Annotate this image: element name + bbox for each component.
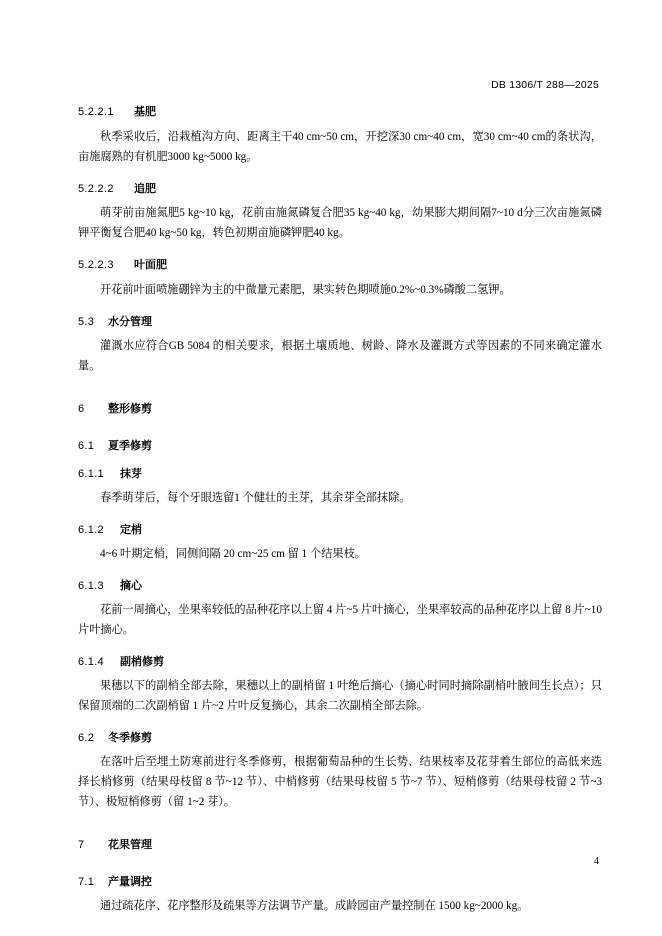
paragraph-yield-control: 通过疏花序、花序整形及疏果等方法调节产量。成龄园亩产量控制在 1500 kg~2000 kg。: [100, 900, 529, 912]
section-number: 7.1: [78, 876, 95, 888]
document-body: [78, 103, 602, 916]
heading-6-1: [78, 437, 602, 453]
section-number: 6.2: [78, 732, 95, 744]
paragraph-foliar-fertilizer: 开花前叶面喷施硼锌为主的中微量元素肥，果实转色期喷施0.2%~0.3%磷酸二氢钾。: [100, 284, 511, 296]
heading-6: [78, 400, 602, 416]
heading-7: [78, 836, 602, 852]
section-title: 副梢修剪: [120, 656, 164, 668]
document-code: DB 1306/T 288—2025: [491, 79, 599, 91]
paragraph-bud-removal: 春季萌芽后，每个牙眼选留1 个健壮的主芽，其余芽全部抹除。: [100, 492, 411, 504]
section-title: 花果管理: [108, 839, 152, 851]
section-title: 抹芽: [120, 468, 142, 480]
section-number: 5.2.2.1: [78, 106, 114, 118]
section-number: 6.1.4: [78, 656, 104, 668]
section-title: 叶面肥: [134, 259, 167, 271]
section-title: 摘心: [120, 580, 142, 592]
section-number: 7: [78, 839, 85, 851]
section-title: 产量调控: [108, 876, 152, 888]
section-number: 6.1.2: [78, 524, 104, 536]
heading-6-2: [78, 729, 602, 745]
section-number: 5.3: [78, 316, 95, 328]
section-title: 定梢: [120, 524, 142, 536]
paragraph-water-management: 灌溉水应符合GB 5084 的相关要求，根据土壤质地、树龄、降水及灌溉方式等因素的不同来确定灌水量。: [78, 340, 602, 372]
page-number: 4: [594, 856, 599, 867]
heading-5-2-2-2: [78, 180, 602, 196]
heading-6-1-1: [78, 465, 602, 481]
heading-7-1: [78, 873, 602, 889]
section-number: 6: [78, 403, 85, 415]
paragraph-top-dressing: 萌芽前亩施氮肥5 kg~10 kg，花前亩施氮磷复合肥35 kg~40 kg，幼果膨大期间隔7~10 d分三次亩施氮磷钾平衡复合肥40 kg~50 kg，转色初期亩施磷钾肥40 kg。: [78, 207, 602, 239]
heading-6-1-3: [78, 577, 602, 593]
heading-5-2-2-3: [78, 256, 602, 272]
heading-5-2-2-1: [78, 103, 602, 119]
section-title: 夏季修剪: [108, 440, 152, 452]
paragraph-topping: 花前一周摘心，坐果率较低的品种花序以上留 4 片~5 片叶摘心，坐果率较高的品种花序以上留 8 片~10 片叶摘心。: [78, 604, 602, 636]
section-number: 6.1.1: [78, 468, 104, 480]
section-title: 冬季修剪: [108, 732, 152, 744]
paragraph-winter-pruning: 在落叶后至埋土防寒前进行冬季修剪，根据葡萄品种的生长势、结果枝率及花芽着生部位的高低来选择长梢修剪（结果母枝留 8 节~12 节）、中梢修剪（结果母枝留 5 节~7 节）、短梢修剪（结果母枝留 2 节~3 节）、极短梢修剪（留 1~2 芽）。: [78, 756, 602, 808]
paragraph-base-fertilizer: 秋季采收后，沿栽植沟方向、距离主干40 cm~50 cm，开挖深30 cm~40 cm，宽30 cm~40 cm的条状沟，亩施腐熟的有机肥3000 kg~5000 kg。: [78, 131, 602, 163]
section-number: 6.1.3: [78, 580, 104, 592]
paragraph-shoot-fixing: 4~6 叶期定梢，同侧间隔 20 cm~25 cm 留 1 个结果枝。: [100, 548, 366, 560]
section-title: 基肥: [134, 106, 156, 118]
section-title: 追肥: [134, 183, 156, 195]
heading-6-1-2: [78, 521, 602, 537]
heading-6-1-4: [78, 653, 602, 669]
section-number: 5.2.2.2: [78, 183, 114, 195]
section-number: 5.2.2.3: [78, 259, 114, 271]
section-number: 6.1: [78, 440, 95, 452]
paragraph-lateral-pruning: 果穗以下的副梢全部去除，果穗以上的副梢留 1 叶绝后摘心（摘心时同时摘除副梢叶腋间生长点）；只保留顶端的二次副梢留 1 片~2 片叶反复摘心，其余二次副梢全部去除。: [78, 680, 602, 712]
heading-5-3: [78, 313, 602, 329]
section-title: 整形修剪: [108, 403, 152, 415]
section-title: 水分管理: [108, 316, 152, 328]
